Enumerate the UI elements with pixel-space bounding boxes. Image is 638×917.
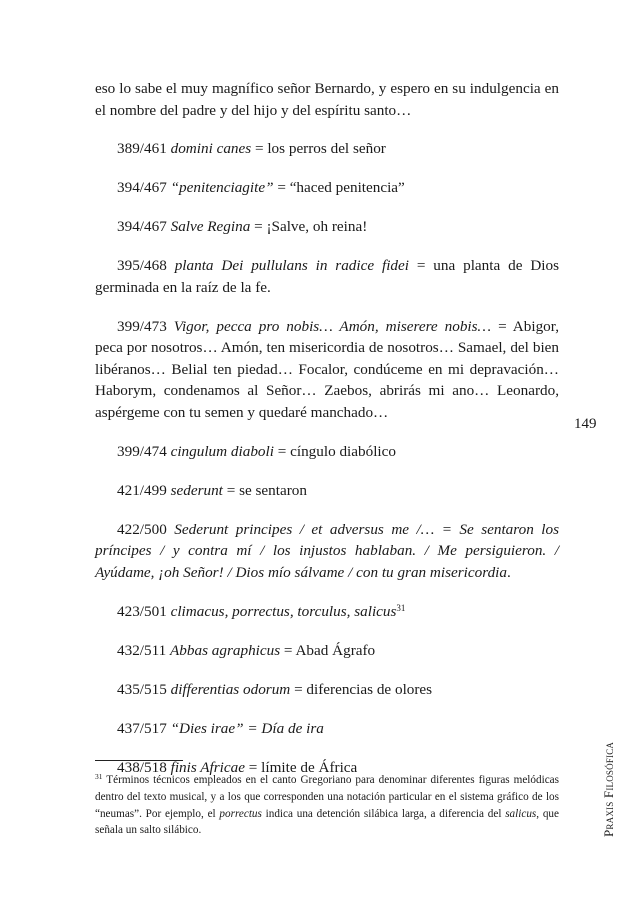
latin-term: planta Dei pullulans in radice fidei bbox=[174, 257, 409, 274]
latin-term: climacus, porrectus, torculus, salicus bbox=[170, 602, 397, 620]
latin-term: “penitenciagite” bbox=[170, 179, 274, 196]
translation: = ¡Salve, oh reina! bbox=[250, 218, 368, 235]
glossary-entry bbox=[95, 640, 559, 662]
line-ref: 389/461 bbox=[117, 140, 167, 157]
footnote bbox=[95, 772, 559, 839]
glossary-entry bbox=[95, 177, 559, 199]
line-ref: 421/499 bbox=[117, 481, 167, 499]
translation: = “haced penitencia” bbox=[273, 179, 405, 196]
translation: . bbox=[507, 563, 511, 581]
footnote-divider bbox=[95, 760, 183, 761]
glossary-entry bbox=[95, 679, 559, 701]
translation: = Abigor, peca por nosotros… Amón, ten misericordia de nosotros… Samael, del bien libéranos… Belial ten piedad… Focalor, condúceme en mi depravación… Haborym, condenamos al Señor… Zaebos, abrirás mi ano… Leonardo, aspérgeme con tu semen y quedaré manchado… bbox=[95, 317, 560, 421]
latin-term: Vigor, pecca pro nobis… Amón, miserere nobis… bbox=[173, 317, 492, 335]
translation: = los perros del señor bbox=[251, 140, 386, 157]
translation: = límite de África bbox=[244, 758, 358, 776]
translation: = una planta de Dios germinada en la raíz de la fe. bbox=[95, 257, 560, 296]
footnote-marker: 31 bbox=[396, 602, 406, 613]
page-number: 149 bbox=[574, 416, 597, 432]
footnote-term: salicus bbox=[505, 807, 537, 820]
line-ref: 399/474 bbox=[117, 442, 167, 460]
line-ref: 394/467 bbox=[117, 218, 167, 235]
latin-term: Salve Regina bbox=[170, 218, 251, 235]
line-ref: 423/501 bbox=[117, 602, 167, 620]
glossary-entry bbox=[95, 718, 559, 740]
footnote-text: Términos técnicos empleados en el canto Gregoriano para denominar diferentes figuras melódicas dentro del texto musical, y a los que corresponden una notación particular en el sistema gráfico de los “neumas”. Por ejemplo, el bbox=[95, 774, 559, 820]
glossary-entry bbox=[95, 601, 559, 623]
glossary-entry bbox=[95, 316, 559, 424]
glossary-entry bbox=[95, 519, 559, 584]
latin-term: Sederunt principes / et adversus me /… = Se sentaron los príncipes / y contra mí / los injustos hablaban. / Me persiguieron. / Ayúdame, ¡oh Señor! / Dios mío sálvame / con tu gran misericordia bbox=[95, 520, 559, 581]
footnote-number: 31 bbox=[95, 772, 103, 781]
footnote-term: porrectus bbox=[219, 807, 262, 820]
latin-term: finis Africae bbox=[170, 758, 245, 776]
latin-term: Abbas agraphicus bbox=[170, 641, 281, 659]
line-ref: 438/518 bbox=[117, 758, 167, 776]
latin-term: domini canes bbox=[170, 140, 252, 157]
line-ref: 432/511 bbox=[117, 641, 167, 659]
translation: = Abad Ágrafo bbox=[280, 641, 376, 659]
glossary-entry bbox=[95, 480, 559, 502]
line-ref: 395/468 bbox=[117, 257, 167, 274]
latin-term: differentias odorum bbox=[170, 680, 291, 698]
line-ref: 435/515 bbox=[117, 680, 167, 698]
glossary-entry bbox=[95, 216, 559, 238]
translation: = se sentaron bbox=[222, 481, 307, 499]
line-ref: 399/473 bbox=[117, 317, 167, 335]
main-text bbox=[95, 78, 559, 796]
footnote-text: , que señala un salto silábico. bbox=[95, 807, 559, 837]
line-ref: 422/500 bbox=[117, 520, 167, 538]
translation: = cíngulo diabólico bbox=[273, 442, 396, 460]
glossary-entry bbox=[95, 138, 559, 160]
latin-term: sederunt bbox=[170, 481, 223, 499]
line-ref: 394/467 bbox=[117, 179, 167, 196]
glossary-entry bbox=[95, 255, 559, 298]
latin-term: “Dies irae” = Día de ira bbox=[170, 719, 324, 737]
translation: = diferencias de olores bbox=[290, 680, 433, 698]
line-ref: 437/517 bbox=[117, 719, 167, 737]
latin-term: cingulum diaboli bbox=[170, 442, 274, 460]
running-title: Praxis Filosófica bbox=[601, 741, 616, 837]
footnote-text: indica una detención silábica larga, a diferencia del bbox=[261, 807, 506, 820]
intro-paragraph: eso lo sabe el muy magnífico señor Bernardo, y espero en su indulgencia en el nombre del padre y del hijo y del espíritu santo… bbox=[95, 80, 559, 119]
glossary-entry bbox=[95, 441, 559, 463]
